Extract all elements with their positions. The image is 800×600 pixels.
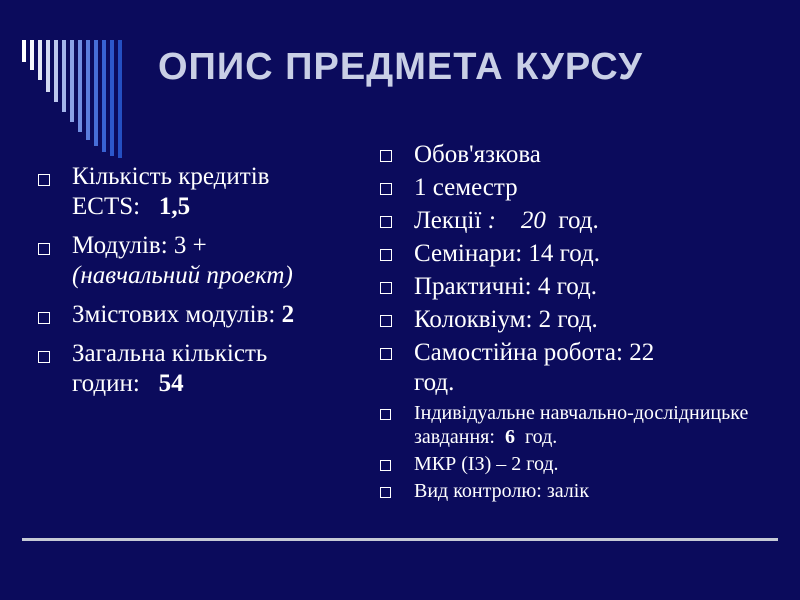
credits-label: ECTS: [72,193,141,220]
total-hours-value: 54 [158,370,184,397]
square-bullet-icon [380,282,392,294]
individual-task-text: Індивідуальне навчально-дослідницьке завдання: [414,402,749,448]
list-item-total-hours [38,339,368,399]
list-item-control [380,479,790,503]
practical-text: Практичні: 4 год. [414,273,597,300]
colloquium-text: Колоквіум: 2 год. [414,306,598,333]
square-bullet-icon [38,174,50,186]
content-modules-label: Змістових модулів: [72,301,276,328]
lectures-separator: : [481,207,496,234]
mandatory-text: Обов'язкова [414,141,541,168]
slide-title: ОПИС ПРЕДМЕТА КУРСУ [158,46,643,88]
list-item-self-work [380,338,790,398]
credits-value: 1,5 [158,193,191,220]
content-modules-value: 2 [281,301,295,328]
square-bullet-icon [380,348,392,360]
list-item-mkr [380,452,790,476]
mkr-text: МКР (ІЗ) – 2 год. [414,453,559,475]
list-item-colloquium [380,305,790,335]
lectures-unit: год. [558,207,599,234]
credits-line1: Кількість кредитів [72,163,270,190]
total-hours-line1: Загальна кількість [72,340,268,367]
modules-line2: (навчальний проект) [72,262,293,289]
semester-text: 1 семестр [414,174,518,201]
square-bullet-icon [380,249,392,261]
square-bullet-icon [38,243,50,255]
square-bullet-icon [380,183,392,195]
control-text: Вид контролю: залік [414,480,590,502]
list-item-modules [38,231,368,291]
seminars-text: Семінари: 14 год. [414,240,601,267]
list-item-individual-task [380,401,790,449]
lectures-label: Лекції [414,207,482,234]
square-bullet-icon [380,216,392,228]
list-item-content-modules [38,300,368,330]
course-hours-list [380,140,790,506]
square-bullet-icon [380,315,392,327]
individual-task-unit: год. [524,426,558,448]
square-bullet-icon [380,150,392,162]
modules-line1: Модулів: 3 + [72,232,207,259]
list-item-practical [380,272,790,302]
bottom-divider [22,538,778,541]
list-item-credits [38,162,368,222]
square-bullet-icon [380,487,391,498]
lectures-value: 20 [520,207,546,234]
list-item-mandatory [380,140,790,170]
total-hours-label: годин: [72,370,140,397]
square-bullet-icon [38,351,50,363]
decorative-stripes [22,40,132,160]
list-item-semester [380,173,790,203]
square-bullet-icon [38,312,50,324]
square-bullet-icon [380,409,391,420]
list-item-seminars [380,239,790,269]
list-item-lectures [380,206,790,236]
course-stats-list [38,162,368,408]
square-bullet-icon [380,460,391,471]
individual-task-value: 6 [504,426,515,448]
self-work-text: Самостійна робота: 22 год. [414,339,655,396]
